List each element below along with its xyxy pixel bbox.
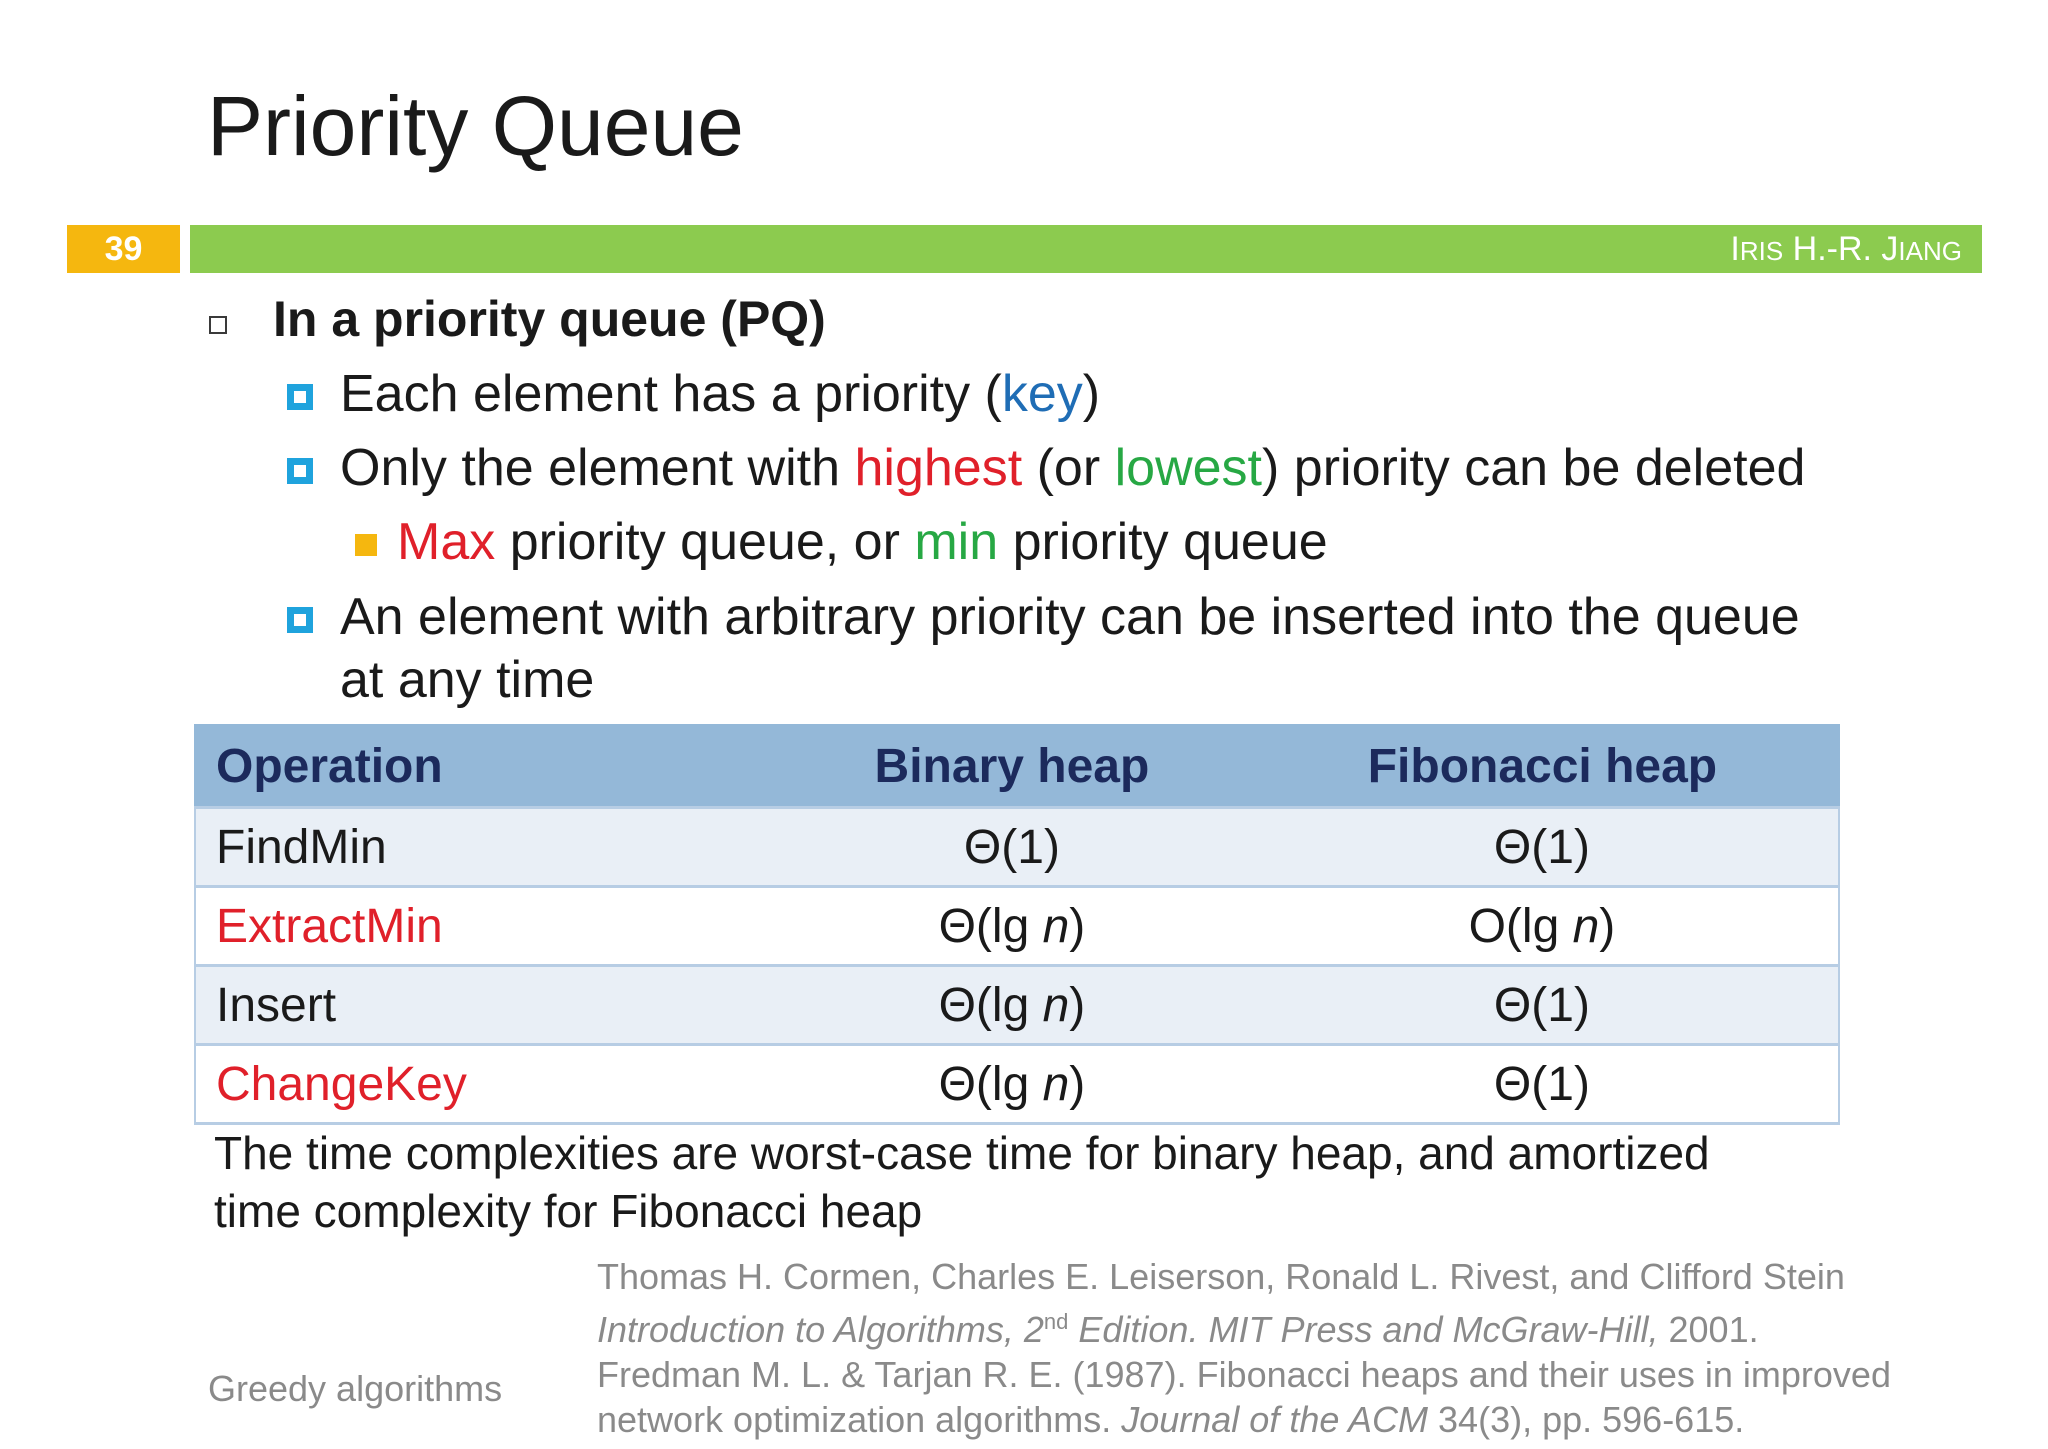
table-row (195, 808, 1839, 887)
blue-square-bullet-icon (287, 607, 313, 633)
bullet-insert-line2: at any time (340, 651, 595, 709)
reference-line: Fredman M. L. & Tarjan R. E. (1987). Fibonacci heaps and their uses in improved (597, 1354, 1891, 1395)
author-name: IRIS H.-R. JIANG (1730, 229, 1962, 268)
table-header-row (195, 725, 1839, 808)
reference-line: Introduction to Algorithms, 2nd Edition. MIT Press and McGraw-Hill, 2001. (597, 1309, 1759, 1350)
binary-cell: Θ(lg n) (778, 1045, 1246, 1124)
table-row (195, 887, 1839, 966)
blue-square-bullet-icon (287, 384, 313, 410)
bullet-priority-key: Each element has a priority (key) (340, 365, 1101, 423)
blue-square-bullet-icon (287, 458, 313, 484)
hollow-square-bullet-icon (209, 316, 227, 334)
op-cell: ExtractMin (195, 887, 778, 966)
fib-cell: Θ(1) (1246, 966, 1839, 1045)
header-binary-heap: Binary heap (778, 725, 1246, 808)
reference-line: network optimization algorithms. Journal of the ACM 34(3), pp. 596-615. (597, 1399, 1745, 1440)
op-cell: FindMin (195, 808, 778, 887)
fib-cell: O(lg n) (1246, 887, 1839, 966)
fib-cell: Θ(1) (1246, 1045, 1839, 1124)
op-cell: Insert (195, 966, 778, 1045)
binary-cell: Θ(1) (778, 808, 1246, 887)
bullet-main: In a priority queue (PQ) (273, 291, 826, 347)
note-line: time complexity for Fibonacci heap (214, 1185, 923, 1237)
fib-cell: Θ(1) (1246, 808, 1839, 887)
bullet-deletion: Only the element with highest (or lowest) priority can be deleted (340, 439, 1806, 497)
bullet-insert-line1: An element with arbitrary priority can be inserted into the queue (340, 588, 1800, 646)
footer-topic: Greedy algorithms (208, 1368, 503, 1409)
complexity-note (214, 1124, 1834, 1240)
reference-line: Thomas H. Cormen, Charles E. Leiserson, Ronald L. Rivest, and Clifford Stein (597, 1256, 1845, 1297)
op-cell: ChangeKey (195, 1045, 778, 1124)
yellow-square-bullet-icon (355, 534, 377, 556)
references (597, 1254, 1891, 1442)
complexity-table (194, 724, 1840, 1125)
table-row (195, 966, 1839, 1045)
note-line: The time complexities are worst-case time for binary heap, and amortized (214, 1127, 1710, 1179)
header-operation: Operation (195, 725, 778, 808)
header-fibonacci-heap: Fibonacci heap (1246, 725, 1839, 808)
table-row (195, 1045, 1839, 1124)
binary-cell: Θ(lg n) (778, 966, 1246, 1045)
slide-number: 39 (67, 225, 180, 273)
header-bar (190, 225, 1982, 273)
bullet-max-min: Max priority queue, or min priority queue (397, 513, 1328, 571)
binary-cell: Θ(lg n) (778, 887, 1246, 966)
page-title: Priority Queue (207, 79, 744, 173)
